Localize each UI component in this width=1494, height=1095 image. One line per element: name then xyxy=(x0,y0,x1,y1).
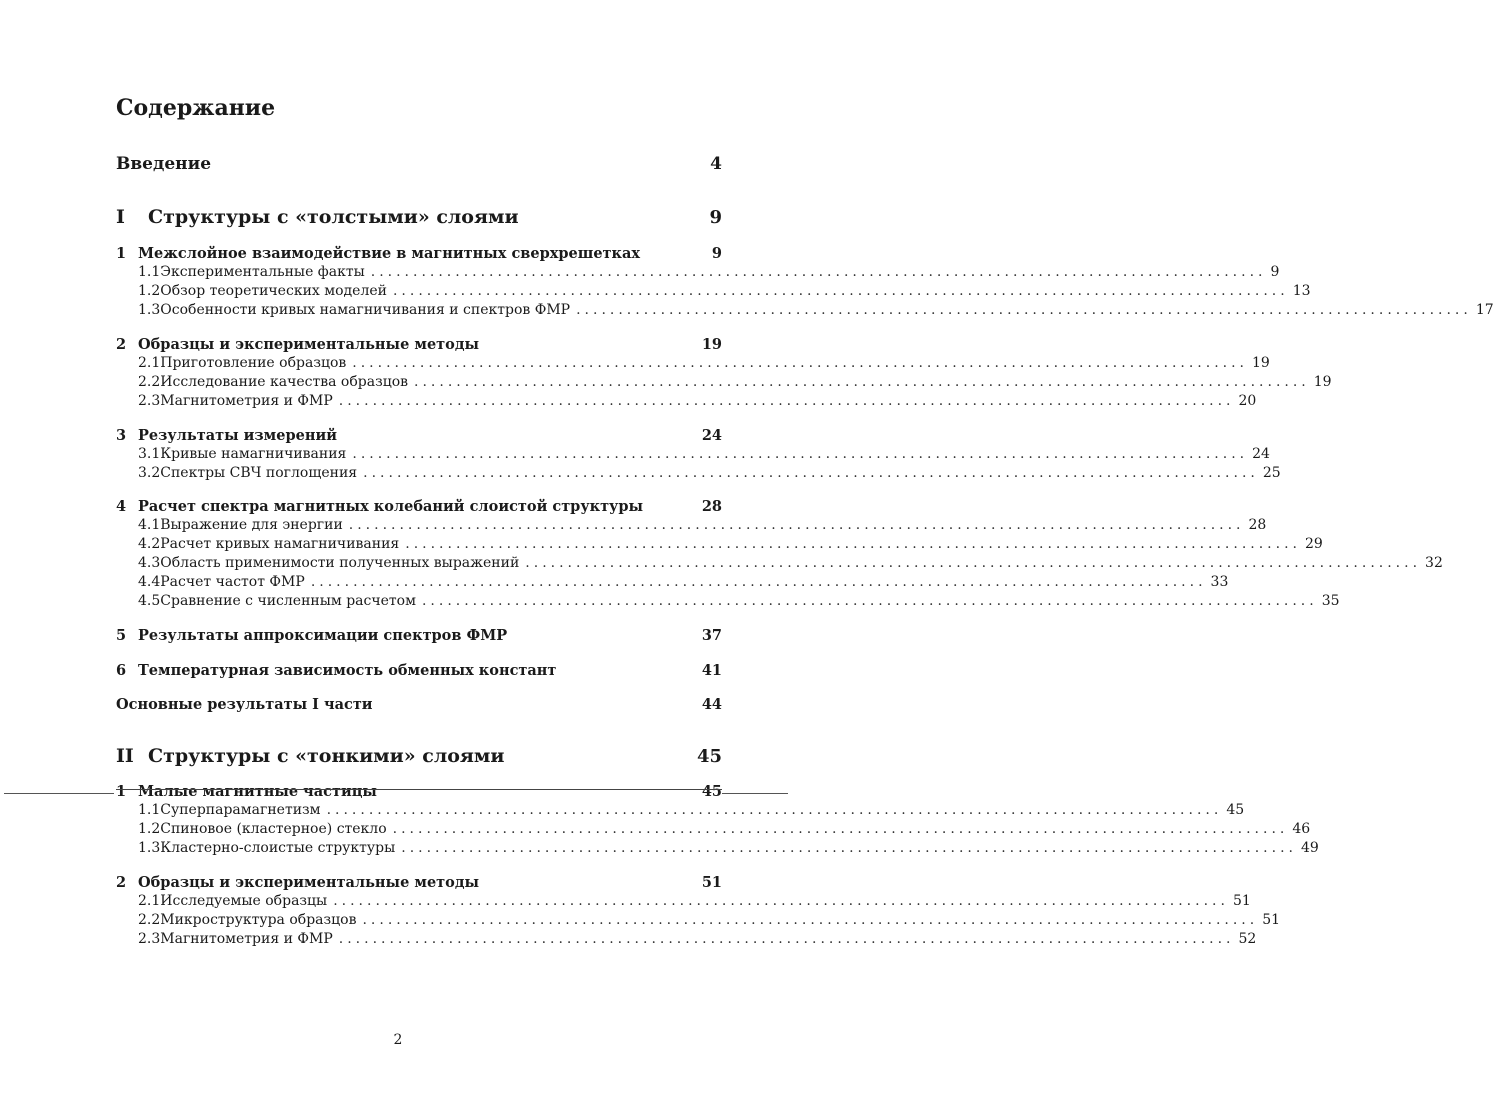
section-title: Исследуемые образцы xyxy=(160,893,328,909)
leader-dots: .......................................................................................................... xyxy=(401,840,1297,856)
toc-section xyxy=(138,446,1270,462)
chapter-page: 41 xyxy=(701,662,722,679)
toc-chapter xyxy=(116,874,722,891)
chapter-title: Расчет спектра магнитных колебаний слоистой структуры xyxy=(138,498,644,515)
chapter-title: Межслойное взаимодействие в магнитных сверхрешетках xyxy=(138,245,641,262)
section-title: Область применимости полученных выражений xyxy=(160,555,520,571)
section-number: 2.1 xyxy=(138,355,161,371)
chapter-page: 28 xyxy=(701,498,722,515)
section-number: 3.1 xyxy=(138,446,161,462)
section-title: Кривые намагничивания xyxy=(160,446,347,462)
toc-chapter xyxy=(116,662,722,679)
leader-dots: .......................................................................................................... xyxy=(363,465,1259,481)
section-number: 1.3 xyxy=(138,840,161,856)
chapter-number: 2 xyxy=(116,874,127,891)
toc-section xyxy=(138,517,1267,533)
section-page: 49 xyxy=(1300,840,1319,856)
toc-section xyxy=(138,283,1311,299)
section-number: 1.1 xyxy=(138,802,161,818)
toc-chapter xyxy=(116,427,722,444)
section-title: Сравнение с численным расчетом xyxy=(160,593,416,609)
part-title: Структуры с «толстыми» слоями xyxy=(148,206,519,228)
chapter-number: 6 xyxy=(116,662,127,679)
leader-dots: .......................................................................................................... xyxy=(338,931,1235,947)
section-page: 9 xyxy=(1270,264,1280,280)
section-page: 25 xyxy=(1262,465,1281,481)
section-page: 17 xyxy=(1475,302,1494,318)
chapter-page: 37 xyxy=(701,627,722,644)
intro-title: Введение xyxy=(116,154,212,174)
chapter-title: Результаты измерений xyxy=(138,427,337,444)
chapter-title: Результаты аппроксимации спектров ФМР xyxy=(138,627,508,644)
chapter-number: 1 xyxy=(116,245,127,262)
section-number: 3.2 xyxy=(138,465,161,481)
part-title: Структуры с «тонкими» слоями xyxy=(148,745,505,767)
section-page: 52 xyxy=(1238,931,1257,947)
leader-dots: .......................................................................................................... xyxy=(576,302,1472,318)
chapter-title: Образцы и экспериментальные методы xyxy=(138,874,480,891)
toc-section xyxy=(138,355,1270,371)
chapter-page: 19 xyxy=(701,336,722,353)
toc-section xyxy=(138,264,1280,280)
leader-dots: .......................................................................................................... xyxy=(392,821,1289,837)
leader-dots: .......................................................................................................... xyxy=(326,802,1223,818)
toc-chapter xyxy=(116,498,722,515)
chapter-page: 51 xyxy=(701,874,722,891)
section-number: 2.2 xyxy=(138,912,161,928)
chapter-page: 24 xyxy=(701,427,722,444)
section-number: 4.4 xyxy=(138,574,161,590)
section-page: 32 xyxy=(1425,555,1443,571)
strikethrough-line xyxy=(116,789,722,790)
toc-chapter xyxy=(116,783,722,800)
part-page: 9 xyxy=(709,207,722,228)
chapter-page: 45 xyxy=(701,783,722,800)
toc-section xyxy=(138,555,1443,571)
section-title: Суперпарамагнетизм xyxy=(160,802,321,818)
section-page: 28 xyxy=(1248,517,1267,533)
section-title: Экспериментальные факты xyxy=(160,264,365,280)
leader-dots: .......................................................................................................... xyxy=(405,536,1301,552)
section-title: Исследование качества образцов xyxy=(160,374,409,390)
leader-dots: .......................................................................................................... xyxy=(421,593,1318,609)
chapter-number: 3 xyxy=(116,427,127,444)
leader-dots: .......................................................................................................... xyxy=(362,912,1259,928)
section-page: 24 xyxy=(1252,446,1270,462)
chapter-number: 2 xyxy=(116,336,127,353)
section-title: Приготовление образцов xyxy=(160,355,347,371)
section-title: Магнитометрия и ФМР xyxy=(160,393,333,409)
leader-dots: .......................................................................................................... xyxy=(310,574,1207,590)
section-page: 51 xyxy=(1262,912,1281,928)
section-number: 2.1 xyxy=(138,893,161,909)
toc-summary xyxy=(116,696,722,713)
toc-section xyxy=(138,374,1332,390)
section-title: Расчет частот ФМР xyxy=(160,574,305,590)
section-page: 51 xyxy=(1232,893,1251,909)
part-number: I xyxy=(116,206,125,228)
leader-dots: .......................................................................................................... xyxy=(352,446,1249,462)
leader-dots: .......................................................................................................... xyxy=(333,893,1229,909)
section-number: 1.2 xyxy=(138,821,161,837)
section-number: 1.1 xyxy=(138,264,161,280)
chapter-title: Малые магнитные частицы xyxy=(138,783,377,800)
section-title: Магнитометрия и ФМР xyxy=(160,931,333,947)
toc-intro xyxy=(116,154,722,174)
toc-section xyxy=(138,840,1319,856)
part-page: 45 xyxy=(696,746,722,767)
scan-artifact-line xyxy=(722,793,788,794)
toc-section xyxy=(138,821,1311,837)
section-title: Спиновое (кластерное) стекло xyxy=(160,821,387,837)
leader-dots: .......................................................................................................... xyxy=(525,555,1422,571)
toc-part-1 xyxy=(116,206,722,228)
section-page: 29 xyxy=(1304,536,1323,552)
toc-section xyxy=(138,893,1251,909)
section-title: Выражение для энергии xyxy=(160,517,343,533)
scan-artifact-line xyxy=(4,793,114,794)
intro-page: 4 xyxy=(710,154,722,174)
section-number: 1.2 xyxy=(138,283,161,299)
summary-page: 44 xyxy=(701,696,722,713)
toc-section xyxy=(138,931,1257,947)
section-number: 4.2 xyxy=(138,536,161,552)
chapter-page: 9 xyxy=(711,245,722,262)
section-page: 20 xyxy=(1238,393,1257,409)
leader-dots: .......................................................................................................... xyxy=(348,517,1245,533)
section-number: 1.3 xyxy=(138,302,161,318)
toc-chapter xyxy=(116,627,722,644)
chapter-number: 1 xyxy=(116,783,127,800)
section-page: 45 xyxy=(1226,802,1245,818)
toc-section xyxy=(138,912,1281,928)
section-page: 33 xyxy=(1210,574,1229,590)
toc-section xyxy=(138,574,1229,590)
toc-section xyxy=(138,302,1494,318)
leader-dots: .......................................................................................................... xyxy=(414,374,1310,390)
section-title: Особенности кривых намагничивания и спектров ФМР xyxy=(160,302,571,318)
chapter-title: Образцы и экспериментальные методы xyxy=(138,336,480,353)
section-page: 19 xyxy=(1313,374,1332,390)
section-page: 13 xyxy=(1292,283,1311,299)
toc-section xyxy=(138,393,1257,409)
leader-dots: .......................................................................................................... xyxy=(370,264,1267,280)
section-number: 4.3 xyxy=(138,555,161,571)
page-number: 2 xyxy=(393,1032,403,1048)
section-page: 46 xyxy=(1292,821,1311,837)
section-title: Расчет кривых намагничивания xyxy=(160,536,400,552)
chapter-number: 5 xyxy=(116,627,127,644)
section-page: 35 xyxy=(1321,593,1340,609)
section-title: Микроструктура образцов xyxy=(160,912,357,928)
leader-dots: .......................................................................................................... xyxy=(392,283,1289,299)
toc-chapter xyxy=(116,245,722,262)
part-number: II xyxy=(116,745,134,767)
toc-part-2 xyxy=(116,745,722,767)
leader-dots: .......................................................................................................... xyxy=(338,393,1235,409)
section-number: 2.2 xyxy=(138,374,161,390)
section-number: 4.5 xyxy=(138,593,161,609)
toc-section xyxy=(138,536,1323,552)
section-number: 2.3 xyxy=(138,393,161,409)
section-title: Кластерно-слоистые структуры xyxy=(160,840,396,856)
leader-dots: .......................................................................................................... xyxy=(352,355,1249,371)
toc-chapter xyxy=(116,336,722,353)
section-number: 4.1 xyxy=(138,517,161,533)
toc-section xyxy=(138,593,1340,609)
section-number: 2.3 xyxy=(138,931,161,947)
summary-title: Основные результаты I части xyxy=(116,696,373,713)
section-title: Обзор теоретических моделей xyxy=(160,283,387,299)
toc-heading: Содержание xyxy=(116,95,276,121)
section-page: 19 xyxy=(1252,355,1270,371)
toc-section xyxy=(138,802,1245,818)
chapter-title: Температурная зависимость обменных констант xyxy=(138,662,557,679)
section-title: Спектры СВЧ поглощения xyxy=(160,465,358,481)
chapter-number: 4 xyxy=(116,498,127,515)
toc-section xyxy=(138,465,1281,481)
